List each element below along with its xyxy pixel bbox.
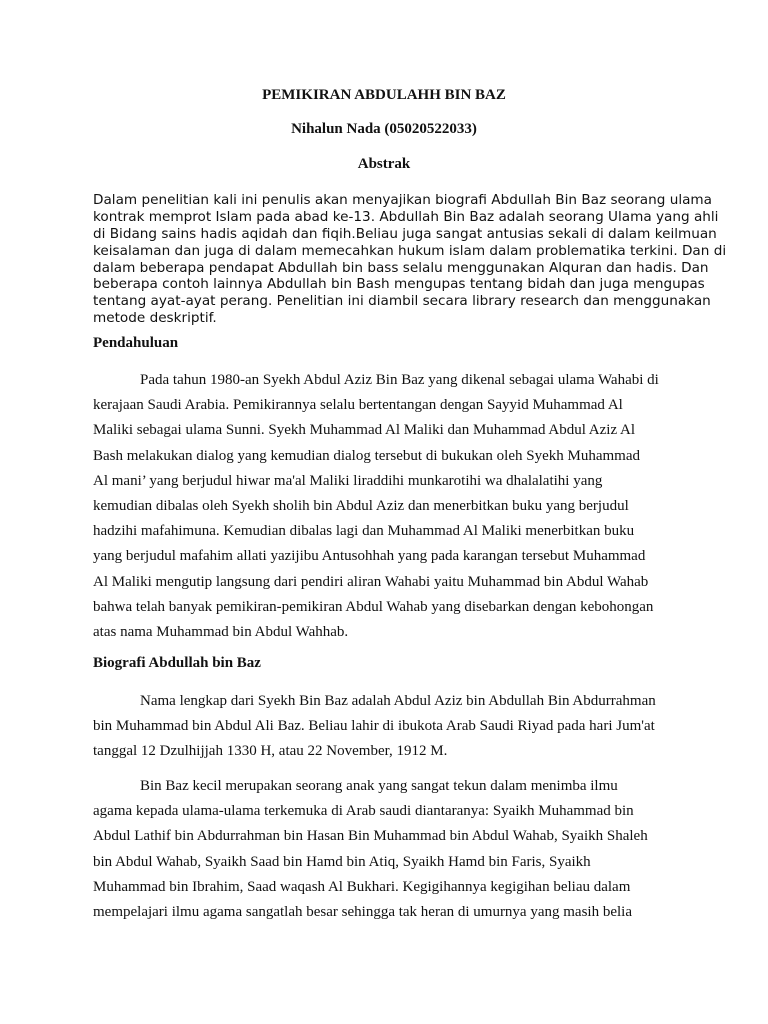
- paragraph-line: Nama lengkap dari Syekh Bin Baz adalah Abdul Aziz bin Abdullah Bin Abdurrahman: [140, 693, 656, 709]
- section-heading-biografi: Biografi Abdullah bin Baz: [93, 655, 261, 671]
- paragraph-line: Abdul Lathif bin Abdurrahman bin Hasan Bin Muhammad bin Abdul Wahab, Syaikh Shaleh: [93, 828, 648, 845]
- abstract-line: kontrak memprot Islam pada abad ke-13. Abdullah Bin Baz adalah seorang Ulama yang ahli: [93, 208, 719, 225]
- abstract-line: metode deskriptif.: [93, 310, 217, 327]
- abstract-line: keisalaman dan juga di dalam memecahkan hukum islam dalam problematika terkini. Dan di: [93, 242, 727, 259]
- abstract-line: dalam beberapa pendapat Abdullah bin bass selalu menggunakan Alquran dan hadis. Dan: [93, 259, 709, 276]
- paragraph-line: bin Muhammad bin Abdul Ali Baz. Beliau lahir di ibukota Arab Saudi Riyad pada hari Jum'at: [93, 718, 655, 735]
- section-heading-pendahuluan: Pendahuluan: [93, 335, 179, 351]
- paragraph-line: kerajaan Saudi Arabia. Pemikirannya selalu bertentangan dengan Sayyid Muhammad Al: [93, 397, 623, 414]
- paragraph-line: hadzihi mafahimuna. Kemudian dibalas lagi dan Muhammad Al Maliki menerbitkan buku: [93, 523, 635, 540]
- abstract-paragraph: [93, 192, 727, 327]
- abstract-line: beberapa contoh lainnya Abdullah bin Bash mengupas tentang bidah dan juga mengupas: [93, 276, 705, 293]
- abstract-line: di Bidang sains hadis aqidah dan fiqih.Beliau juga sangat antusias sekali di dalam keilmuan: [93, 225, 717, 242]
- paragraph-line: agama kepada ulama-ulama terkemuka di Arab saudi diantaranya: Syaikh Muhammad bin: [93, 803, 634, 820]
- document-title: PEMIKIRAN ABDULAHH BIN BAZ: [262, 87, 506, 103]
- pendahuluan-paragraph: [93, 368, 693, 645]
- biografi-paragraph-2: [93, 774, 693, 925]
- paragraph-line: kemudian dibalas oleh Syekh sholih bin Abdul Aziz dan menerbitkan buku yang berjudul: [93, 497, 629, 514]
- biografi-paragraph-1: [93, 689, 693, 765]
- paragraph-line: Bash melakukan dialog yang kemudian dialog tersebut di bukukan oleh Syekh Muhammad: [93, 447, 640, 464]
- paragraph-line: Maliki sebagai ulama Sunni. Syekh Muhammad Al Maliki dan Muhammad Abdul Aziz Al: [93, 422, 636, 439]
- paragraph-line: atas nama Muhammad bin Abdul Wahhab.: [93, 623, 349, 640]
- paragraph-line: Al Maliki mengutip langsung dari pendiri aliran Wahabi yaitu Muhammad bin Abdul Wahab: [93, 573, 649, 590]
- abstract-heading: Abstrak: [357, 156, 411, 172]
- paragraph-line: Al mani’ yang berjudul hiwar ma'al Maliki liraddihi munkarotihi wa dhalalatihi yang: [93, 472, 603, 489]
- paragraph-line: bin Abdul Wahab, Syaikh Saad bin Hamd bin Atiq, Syaikh Hamd bin Faris, Syaikh: [93, 853, 591, 870]
- paragraph-line: Bin Baz kecil merupakan seorang anak yang sangat tekun dalam menimba ilmu: [140, 778, 618, 794]
- paragraph-line: yang berjudul mafahim allati yazijibu Antusohhah yang pada karangan tersebut Muhammad: [93, 548, 646, 565]
- paragraph-line: tanggal 12 Dzulhijjah 1330 H, atau 22 November, 1912 M.: [93, 743, 448, 760]
- document-author: Nihalun Nada (05020522033): [291, 121, 477, 137]
- paragraph-line: bahwa telah banyak pemikiran-pemikiran Abdul Wahab yang disebarkan dengan kebohongan: [93, 598, 654, 615]
- abstract-line: tentang ayat-ayat perang. Penelitian ini diambil secara library research dan menggunakan: [93, 293, 711, 310]
- paragraph-line: Pada tahun 1980-an Syekh Abdul Aziz Bin Baz yang dikenal sebagai ulama Wahabi di: [140, 372, 659, 388]
- abstract-line: Dalam penelitian kali ini penulis akan menyajikan biografi Abdullah Bin Baz seorang ulama: [93, 192, 712, 208]
- paragraph-line: mempelajari ilmu agama sangatlah besar sehingga tak heran di umurnya yang masih belia: [93, 903, 632, 920]
- paragraph-line: Muhammad bin Ibrahim, Saad waqash Al Bukhari. Kegigihannya kegigihan beliau dalam: [93, 878, 631, 895]
